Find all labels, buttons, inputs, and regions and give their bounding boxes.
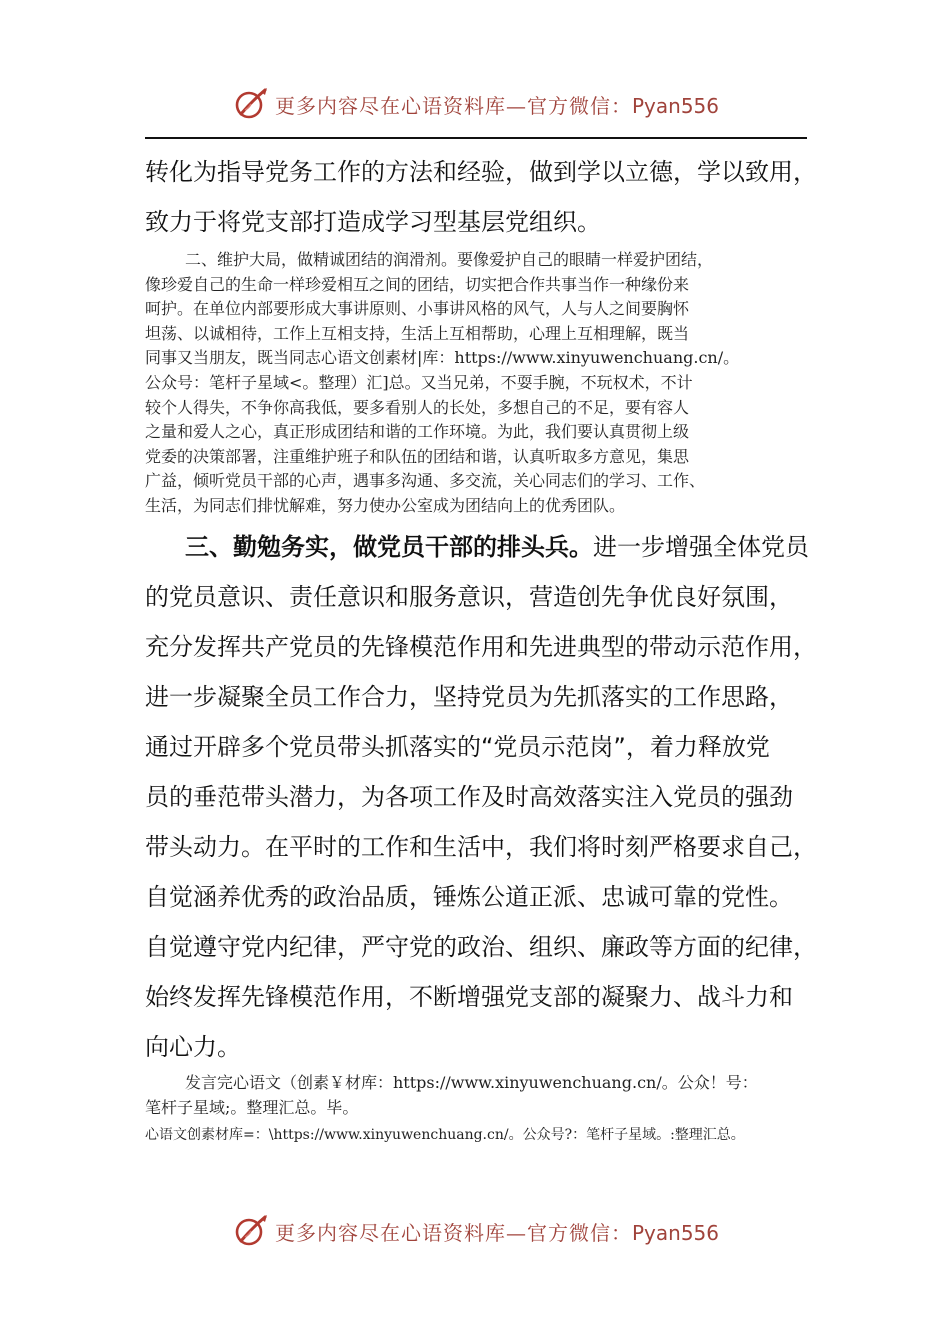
text-line: 员的垂范带头潜力，为各项工作及时高效落实注入党员的强劲 [145, 783, 793, 811]
text-line: 广益，倾听党员干部的心声，遇事多沟通、多交流，关心同志们的学习、工作、 [145, 471, 706, 491]
text-line: 进一步凝聚全员工作合力，坚持党员为先抓落实的工作思路， [145, 683, 793, 711]
banner-text: 更多内容尽在心语资料库—官方微信：Pyan556 [274, 1220, 719, 1245]
text-line: 转化为指导党务工作的方法和经验，做到学以立德，学以致用， [145, 158, 817, 186]
section-heading: 三、勤勉务实，做党员干部的排头兵。 [185, 533, 593, 561]
paragraph-4 [145, 1071, 817, 1120]
banner-wechat-id: Pyan556 [631, 1220, 719, 1245]
text-line: 同事又当朋友，既当同志心语文创素材|库：https://www.xinyuwenchuang.cn/。 [145, 348, 740, 368]
text-line: 自觉遵守党内纪律，严守党的政治、组织、廉政等方面的纪律， [145, 933, 817, 961]
text-line: 发言完心语文（创素￥材库：https://www.xinyuwenchuang.cn/。公众！号： [185, 1073, 758, 1092]
text-line: 笔杆子星域;。整理汇总。毕。 [145, 1097, 359, 1117]
footer-watermark-banner [0, 1209, 950, 1253]
text-line: 党委的决策部署，注重维护班子和队伍的团结和谐，认真听取多方意见，集思 [145, 446, 690, 466]
text-line: 呵护。在单位内部要形成大事讲原则、小事讲风格的风气，人与人之间要胸怀 [145, 299, 690, 319]
pen-logo-icon [231, 1211, 271, 1251]
banner-text: 更多内容尽在心语资料库—官方微信：Pyan556 [274, 93, 719, 118]
text-line: 心语文创素材库=：\https://www.xinyuwenchuang.cn/。公众号?：笔杆子星域。:整理汇总。 [145, 1127, 745, 1143]
text-line: 始终发挥先锋模范作用，不断增强党支部的凝聚力、战斗力和 [145, 983, 793, 1011]
text-line [145, 522, 817, 572]
text-line: 通过开辟多个党员带头抓落实的“党员示范岗”，着力释放党 [145, 733, 770, 761]
header-watermark-banner [0, 82, 950, 126]
text-line: 充分发挥共产党员的先锋模范作用和先进典型的带动示范作用， [145, 633, 817, 661]
text-line: 的党员意识、责任意识和服务意识，营造创先争优良好氛围， [145, 583, 793, 611]
text-line: 像珍爱自己的生命一样珍爱相互之间的团结，切实把合作共事当作一种缘份来 [145, 274, 690, 294]
text-line: 自觉涵养优秀的政治品质，锤炼公道正派、忠诚可靠的党性。 [145, 883, 793, 911]
header-divider [145, 137, 807, 139]
text-line: 带头动力。在平时的工作和生活中，我们将时刻严格要求自己， [145, 833, 817, 861]
text-line: 较个人得失，不争你高我低，要多看别人的长处，多想自己的不足，要有容人 [145, 397, 690, 417]
text-line: 生活，为同志们排忧解难，努力使办公室成为团结向上的优秀团队。 [145, 495, 626, 515]
paragraph-1 [145, 147, 817, 247]
paragraph-5 [145, 1124, 817, 1146]
paragraph-3 [145, 522, 817, 1072]
banner-wechat-id: Pyan556 [631, 93, 719, 118]
pen-logo-icon [231, 84, 271, 124]
text-line: 二、维护大局，做精诚团结的润滑剂。要像爱护自己的眼睛一样爱护团结， [185, 250, 714, 269]
text-line: 向心力。 [145, 1033, 241, 1061]
text-line: 坦荡、以诚相待，工作上互相支持，生活上互相帮助，心理上互相理解，既当 [145, 323, 690, 343]
text-line: 公众号：笔杆子星域<。整理）汇]总。又当兄弟，不耍手腕，不玩权术，不计 [145, 372, 693, 392]
paragraph-2 [145, 248, 817, 519]
text-line: 致力于将党支部打造成学习型基层党组织。 [145, 208, 601, 236]
text-line: 之量和爱人之心，真正形成团结和谐的工作环境。为此，我们要认真贯彻上级 [145, 422, 690, 442]
text-line-rest: 进一步增强全体党员 [593, 533, 809, 561]
